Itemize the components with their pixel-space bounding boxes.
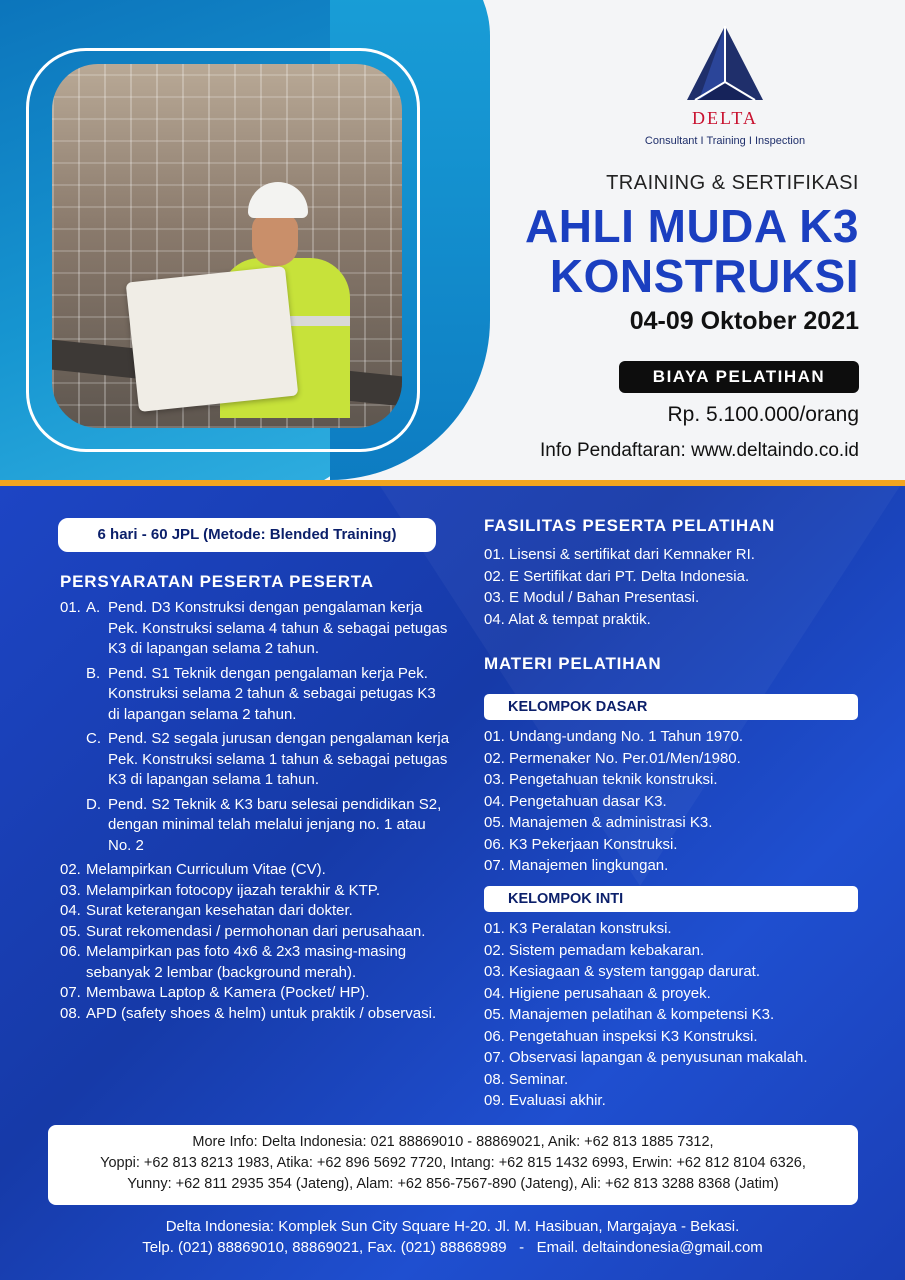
worker-photo bbox=[52, 64, 402, 428]
sub-item: C. Pend. S2 segala jurusan dengan pengalaman kerja Pek. Konstruksi selama 1 tahun & sebagai petugas K3 di lapangan selama 1 tahun. bbox=[86, 730, 450, 788]
list-item: 03. Kesiagaan & system tanggap darurat. bbox=[484, 963, 761, 980]
list-item: 04. Surat keterangan kesehatan dari dokter. bbox=[60, 902, 353, 919]
list-item: 02. Permenaker No. Per.01/Men/1980. bbox=[484, 749, 741, 767]
list-item: 04. Pengetahuan dasar K3. bbox=[484, 792, 667, 810]
core-group-label: KELOMPOK INTI bbox=[484, 886, 858, 912]
core-materials-list bbox=[484, 918, 808, 1112]
list-item: 05. Manajemen pelatihan & kompetensi K3. bbox=[484, 1006, 775, 1023]
footer-phones: Telp. (021) 88869010, 88869021, Fax. (021) 88868989 - Email. deltaindonesia@gmail.com bbox=[142, 1239, 763, 1256]
list-item: 02. Sistem pemadam kebakaran. bbox=[484, 941, 705, 959]
hero-block bbox=[419, 172, 859, 336]
hero-title-line1: AHLI MUDA K3 bbox=[525, 200, 859, 252]
requirements-heading: PERSYARATAN PESERTA PESERTA bbox=[60, 572, 374, 591]
hero-title-line2: KONSTRUKSI bbox=[549, 250, 859, 302]
basic-materials-list bbox=[484, 726, 743, 877]
list-item: 02. E Sertifikat dari PT. Delta Indonesia. bbox=[484, 567, 750, 585]
list-item: 07. Manajemen lingkungan. bbox=[484, 857, 669, 874]
content-section bbox=[0, 486, 905, 1280]
delta-logo bbox=[640, 24, 810, 147]
header-section bbox=[0, 0, 905, 483]
logo-tagline: Consultant I Training I Inspection bbox=[644, 135, 806, 147]
list-item: 01. Undang-undang No. 1 Tahun 1970. bbox=[484, 728, 744, 745]
price: Rp. 5.100.000/orang bbox=[667, 403, 859, 426]
contact-line: Yunny: +62 811 2935 354 (Jateng), Alam: +62 856-7567-890 (Jateng), Ali: +62 813 3288 8368 (Jatim) bbox=[127, 1176, 779, 1192]
list-item: 05. Manajemen & administrasi K3. bbox=[484, 814, 713, 831]
facilities-list bbox=[484, 544, 755, 630]
footer bbox=[0, 1216, 905, 1258]
list-item: 03. Melampirkan fotocopy ijazah terakhir & KTP. bbox=[60, 881, 381, 899]
list-item: 03. Pengetahuan teknik konstruksi. bbox=[484, 771, 718, 788]
facilities-heading: FASILITAS PESERTA PELATIHAN bbox=[484, 516, 776, 535]
list-item: 06. Melampirkan pas foto 4x6 & 2x3 masing-masing sebanyak 2 lembar (background merah). bbox=[60, 943, 407, 981]
list-item: 04. Alat & tempat praktik. bbox=[484, 610, 651, 628]
training-date: 04-09 Oktober 2021 bbox=[629, 307, 859, 335]
contact-line: More Info: Delta Indonesia: 021 88869010 - 88869021, Anik: +62 813 1885 7312, bbox=[192, 1134, 714, 1150]
list-item: 08. Seminar. bbox=[484, 1070, 569, 1088]
list-item: 01. Lisensi & sertifikat dari Kemnaker RI. bbox=[484, 546, 755, 563]
list-item: 05. Surat rekomendasi / permohonan dari perusahaan. bbox=[60, 922, 426, 940]
list-item: 06. K3 Pekerjaan Konstruksi. bbox=[484, 835, 678, 853]
triangle-logo-icon bbox=[685, 24, 765, 102]
materials-heading: MATERI PELATIHAN bbox=[484, 654, 662, 673]
duration-badge: 6 hari - 60 JPL (Metode: Blended Training) bbox=[58, 518, 436, 552]
sub-item: B. Pend. S1 Teknik dengan pengalaman kerja Pek. Konstruksi selama 2 tahun & sebagai petugas K3 di lapangan selama 2 tahun. bbox=[86, 664, 436, 723]
list-item: 01. A. Pend. D3 Konstruksi dengan pengalaman kerja Pek. Konstruksi selama 4 tahun & sebagai petugas K3 di lapangan selama 2 tahun. B. Pend. S1 Teknik dengan pengalaman kerja Pek. Konstruksi selama 2 tahun & sebagai petugas K3 di lapangan selama 2 tahun. C. Pend. S2 segala jurusan dengan pengalaman kerja Pek. Konstruksi selama 1 tahun & sebagai petugas K3 di lapangan selama 1 tahun. D. Pend. S2 Teknik & K3 baru selesai pendidikan S2, dengan minimal telah melalui jenjang no. 1 atau No. 2 bbox=[60, 598, 450, 860]
list-item: 02. Melampirkan Curriculum Vitae (CV). bbox=[60, 861, 326, 878]
footer-address: Delta Indonesia: Komplek Sun City Square H-20. Jl. M. Hasibuan, Margajaya - Bekasi. bbox=[165, 1218, 740, 1235]
sub-item: A. Pend. D3 Konstruksi dengan pengalaman kerja Pek. Konstruksi selama 4 tahun & sebagai petugas K3 di lapangan selama 2 tahun. bbox=[86, 599, 448, 657]
registration-info: Info Pendaftaran: www.deltaindo.co.id bbox=[540, 440, 859, 461]
list-item: 09. Evaluasi akhir. bbox=[484, 1092, 606, 1109]
list-item: 08. APD (safety shoes & helm) untuk praktik / observasi. bbox=[60, 1004, 437, 1022]
requirements-list bbox=[60, 598, 450, 1024]
basic-group-label: KELOMPOK DASAR bbox=[484, 694, 858, 720]
list-item: 07. Observasi lapangan & penyusunan makalah. bbox=[484, 1049, 808, 1066]
fee-badge: BIAYA PELATIHAN bbox=[619, 361, 859, 393]
contact-line: Yoppi: +62 813 8213 1983, Atika: +62 896 5692 7720, Intang: +62 815 1432 6993, Erwin: +62 812 8104 6326, bbox=[100, 1155, 806, 1171]
list-item: 01. K3 Peralatan konstruksi. bbox=[484, 920, 672, 937]
list-item: 03. E Modul / Bahan Presentasi. bbox=[484, 589, 700, 606]
sub-item: D. Pend. S2 Teknik & K3 baru selesai pendidikan S2, dengan minimal telah melalui jenjang no. 1 atau No. 2 bbox=[86, 795, 442, 854]
logo-name: DELTA bbox=[692, 108, 758, 128]
list-item: 06. Pengetahuan inspeksi K3 Konstruksi. bbox=[484, 1027, 758, 1045]
contact-box bbox=[48, 1125, 858, 1205]
list-item: 07. Membawa Laptop & Kamera (Pocket/ HP). bbox=[60, 984, 370, 1001]
list-item: 04. Higiene perusahaan & proyek. bbox=[484, 984, 711, 1002]
hero-subtitle: TRAINING & SERTIFIKASI bbox=[606, 172, 859, 194]
